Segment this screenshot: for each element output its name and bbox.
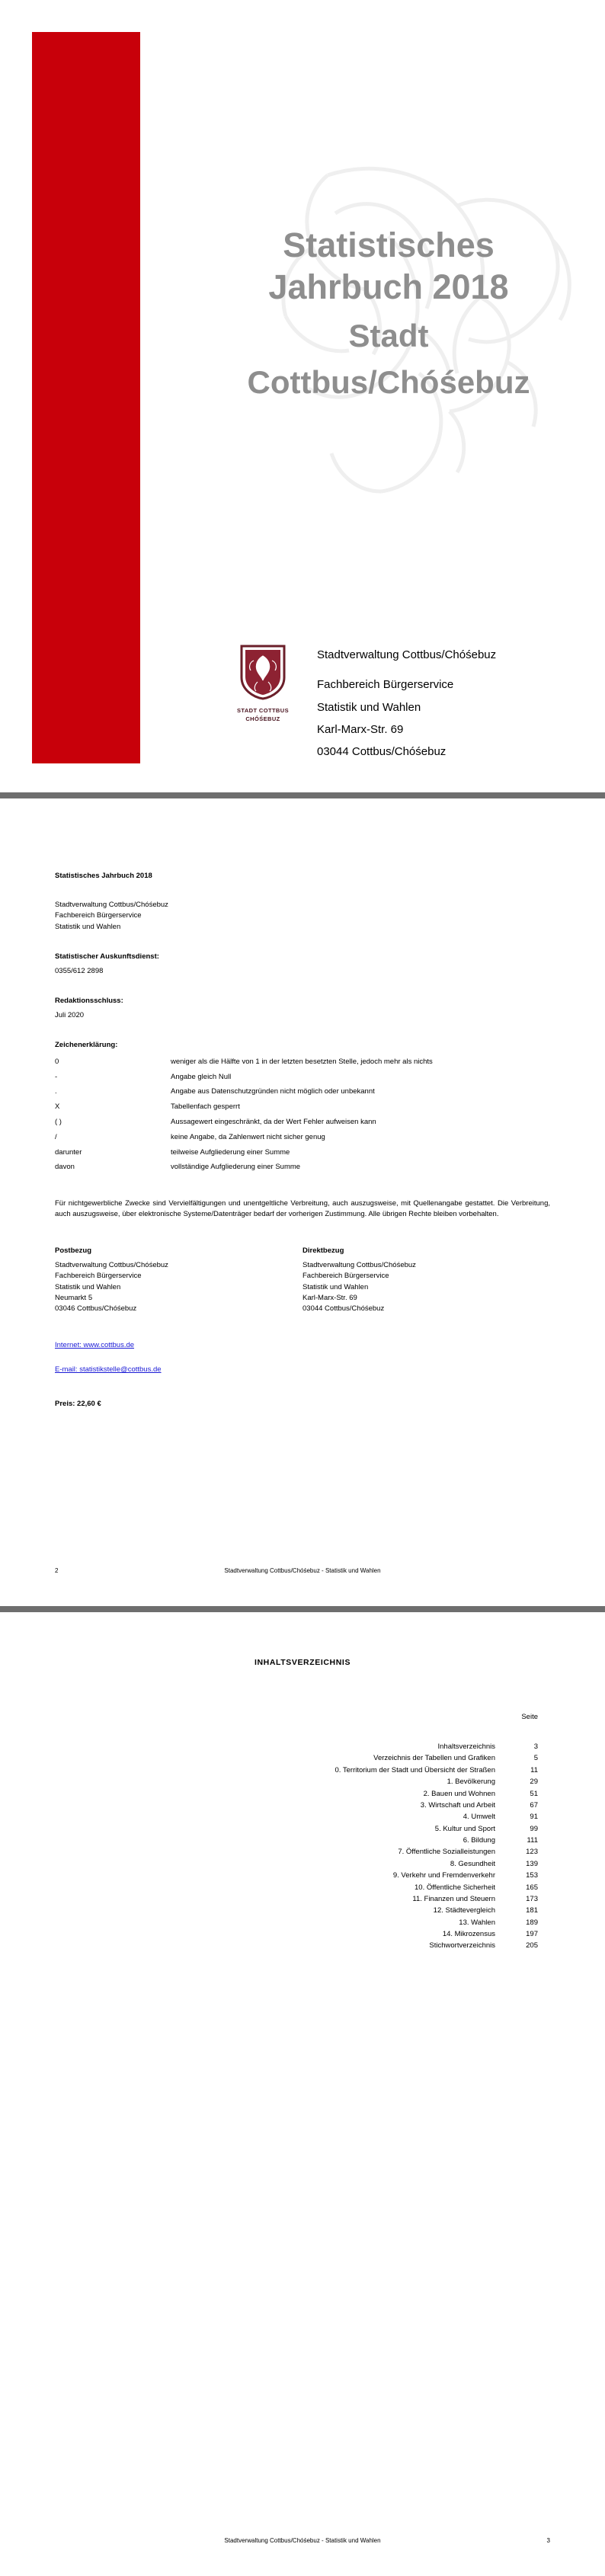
toc-entry-page: 11: [530, 1765, 538, 1774]
address-line-2: Statistik und Wahlen: [317, 700, 421, 714]
legend-block: [55, 1041, 550, 1176]
toc-title: INHALTSVERZEICHNIS: [254, 1658, 351, 1667]
legend-table: [55, 1054, 550, 1176]
toc-entry-page: 173: [526, 1894, 538, 1903]
toc-entry-page: 205: [526, 1941, 538, 1950]
legend-symbol: /: [55, 1132, 57, 1141]
legend-symbol: X: [55, 1102, 60, 1112]
imprint-page: [0, 798, 605, 1606]
toc-entry[interactable]: [55, 1811, 550, 1822]
toc-page-column-header: Seite: [521, 1713, 538, 1721]
cover-red-bar: [32, 32, 140, 763]
direct-line-3: Karl-Marx-Str. 69: [302, 1293, 357, 1302]
footer-page-number: 2: [55, 1567, 59, 1574]
toc-entry-label: 7. Öffentliche Sozialleistungen: [398, 1848, 495, 1857]
cover-title-line-4: Cottbus/Chóśebuz: [247, 364, 530, 401]
direct-line-4: 03044 Cottbus/Chóśebuz: [302, 1304, 385, 1314]
toc-entry-label: 1. Bevölkerung: [447, 1778, 495, 1787]
toc-entry-page: 51: [530, 1789, 538, 1798]
toc-entry[interactable]: [55, 1858, 550, 1870]
imprint-title-block: [55, 872, 550, 880]
toc-entry-label: Inhaltsverzeichnis: [437, 1742, 495, 1751]
toc-entry-page: 67: [530, 1800, 538, 1810]
toc-entry-label: 6. Bildung: [463, 1836, 495, 1845]
cover-footer: [229, 644, 496, 763]
legend-symbol: .: [55, 1087, 57, 1096]
toc-entry-page: 181: [526, 1906, 538, 1915]
toc-entry-label: 0. Territorium der Stadt und Übersicht der Straßen: [335, 1765, 495, 1774]
legend-row: [55, 1130, 550, 1145]
toc-entry[interactable]: [55, 1776, 550, 1787]
shield-icon: [239, 644, 286, 700]
toc-entry-page: 123: [526, 1848, 538, 1857]
toc-entry[interactable]: [55, 1917, 550, 1928]
toc-entry-label: 9. Verkehr und Fremdenverkehr: [392, 1871, 495, 1880]
publisher-line-0: Stadtverwaltung Cottbus/Chóśebuz: [55, 901, 168, 909]
info-service-heading: Statistischer Auskunftsdienst:: [55, 952, 159, 961]
page-separator: [0, 1606, 605, 1612]
toc-entry-page: 165: [526, 1883, 538, 1892]
toc-entry-label: 8. Gesundheit: [450, 1859, 495, 1868]
toc-entry-page: 111: [527, 1836, 538, 1845]
links-block: [55, 1337, 550, 1386]
legend-symbol: ( ): [55, 1118, 62, 1126]
publisher-line-2: Statistik und Wahlen: [55, 922, 121, 931]
toc-entry[interactable]: [55, 1846, 550, 1858]
legend-symbol: davon: [55, 1163, 75, 1172]
toc-entry[interactable]: [55, 1882, 550, 1893]
toc-entry-page: 99: [530, 1824, 538, 1833]
toc-entry-label: Stichwortverzeichnis: [429, 1941, 495, 1950]
direct-heading: Direktbezug: [302, 1246, 344, 1256]
postal-heading: Postbezug: [55, 1246, 92, 1256]
deadline-value: Juli 2020: [55, 1011, 85, 1019]
internet-link[interactable]: Internet: www.cottbus.de: [55, 1341, 135, 1350]
toc-entry-page: 139: [526, 1859, 538, 1868]
legend-row: [55, 1054, 550, 1070]
imprint-title: Statistisches Jahrbuch 2018: [55, 872, 152, 880]
address-line-1: Fachbereich Bürgerservice: [317, 678, 454, 692]
cover-title-line-2: Jahrbuch 2018: [268, 267, 509, 306]
postal-line-0: Stadtverwaltung Cottbus/Chóśebuz: [55, 1261, 168, 1270]
toc-entry[interactable]: [55, 1752, 550, 1764]
page-separator: [0, 792, 605, 798]
toc-entry-label: 4. Umwelt: [463, 1813, 495, 1822]
info-service-value: 0355/612 2898: [55, 966, 104, 975]
cover-address: [317, 644, 496, 763]
toc-entry[interactable]: [55, 1823, 550, 1835]
footer-page-number: 3: [546, 2537, 550, 2544]
legend-text: vollständige Aufgliederung einer Summe: [171, 1163, 301, 1172]
toc-entry[interactable]: [55, 1800, 550, 1811]
toc-entry-page: 153: [526, 1871, 538, 1880]
toc-entry-page: 91: [530, 1813, 538, 1822]
legend-row: [55, 1160, 550, 1176]
legend-row: [55, 1070, 550, 1085]
page-footer: [55, 1567, 550, 1574]
toc-entry[interactable]: [55, 1835, 550, 1846]
coat-caption-line-1: STADT COTTBUS: [237, 707, 289, 714]
toc-page: [0, 1612, 605, 2576]
copyright-note: Für nichtgewerbliche Zwecke sind Vervielfältigungen und unentgeltliche Verbreitung, auch auszugsweise, mit Quellenangabe gestattet. Die Verbreitung, auch auszugsweise, über elektronische Systeme/Datenträger bedarf der vorherigen Zustimmung. Alle übrigen Rechte bleiben vorbehalten.: [55, 1198, 550, 1219]
distribution-block: [55, 1246, 550, 1314]
toc-entry-label: 13. Wahlen: [459, 1918, 495, 1927]
toc-entry-label: Verzeichnis der Tabellen und Grafiken: [373, 1754, 495, 1763]
toc-entry-label: 2. Bauen und Wohnen: [423, 1789, 495, 1798]
toc-entry[interactable]: [55, 1940, 550, 1951]
publisher-line-1: Fachbereich Bürgerservice: [55, 911, 142, 920]
cover-title: [190, 225, 587, 402]
toc-entry[interactable]: [55, 1765, 550, 1776]
toc-list: [55, 1741, 550, 1952]
toc-entry[interactable]: [55, 1741, 550, 1752]
legend-heading: Zeichenerklärung:: [55, 1041, 118, 1050]
toc-entry[interactable]: [55, 1788, 550, 1800]
legend-symbol: -: [55, 1072, 58, 1081]
legend-text: weniger als die Hälfte von 1 in der letzten besetzten Stelle, jedoch mehr als nichts: [171, 1057, 433, 1066]
toc-entry-label: 11. Finanzen und Steuern: [412, 1894, 495, 1903]
postal-line-1: Fachbereich Bürgerservice: [55, 1272, 142, 1281]
deadline-heading: Redaktionsschluss:: [55, 997, 123, 1005]
toc-entry[interactable]: [55, 1893, 550, 1905]
info-service-block: [55, 952, 550, 977]
toc-entry-page: 197: [526, 1930, 538, 1938]
toc-entry-label: 14. Mikrozensus: [442, 1930, 495, 1938]
cover-title-line-3: Stadt: [348, 317, 429, 354]
legend-text: teilweise Aufgliederung einer Summe: [171, 1147, 290, 1157]
footer-center-text: Stadtverwaltung Cottbus/Chóśebuz - Statistik und Wahlen: [224, 1567, 381, 1574]
price-label: Preis: 22,60 €: [55, 1400, 101, 1409]
postal-line-3: Neumarkt 5: [55, 1293, 93, 1302]
toc-entry[interactable]: [55, 1870, 550, 1881]
toc-entry-label: 10. Öffentliche Sicherheit: [415, 1883, 495, 1892]
legend-text: keine Angabe, da Zahlenwert nicht sicher genug: [171, 1132, 325, 1141]
legend-row: [55, 1100, 550, 1115]
toc-entry-label: 3. Wirtschaft und Arbeit: [420, 1800, 495, 1810]
postal-block: [55, 1246, 302, 1314]
page-footer: [55, 2537, 550, 2544]
cover-title-line-1: Statistisches: [283, 226, 495, 264]
coat-of-arms-caption: [229, 707, 297, 724]
toc-entry[interactable]: [55, 1905, 550, 1916]
address-line-3: Karl-Marx-Str. 69: [317, 722, 404, 736]
cover-page: [0, 0, 605, 792]
toc-entry-page: 3: [533, 1742, 538, 1751]
legend-text: Tabellenfach gesperrt: [171, 1102, 240, 1112]
direct-line-2: Statistik und Wahlen: [302, 1282, 369, 1291]
direct-line-0: Stadtverwaltung Cottbus/Chóśebuz: [302, 1261, 416, 1270]
toc-entry[interactable]: [55, 1928, 550, 1940]
legend-text: Angabe aus Datenschutzgründen nicht möglich oder unbekannt: [171, 1087, 375, 1096]
footer-center-text: Stadtverwaltung Cottbus/Chóśebuz - Statistik und Wahlen: [224, 2537, 381, 2544]
legend-text: Aussagewert eingeschränkt, da der Wert Fehler aufweisen kann: [171, 1118, 376, 1126]
address-spacer: [317, 666, 496, 674]
legend-row: [55, 1115, 550, 1131]
deadline-block: [55, 997, 550, 1021]
address-line-4: 03044 Cottbus/Chóśebuz: [317, 745, 447, 758]
toc-entry-label: 5. Kultur und Sport: [434, 1824, 495, 1833]
direct-block: [302, 1246, 550, 1314]
toc-entry-page: 5: [533, 1754, 538, 1763]
address-line-0: Stadtverwaltung Cottbus/Chóśebuz: [317, 648, 497, 661]
legend-text: Angabe gleich Null: [171, 1072, 232, 1081]
publisher-block: [55, 900, 550, 933]
legend-row: [55, 1145, 550, 1160]
postal-line-4: 03046 Cottbus/Chóśebuz: [55, 1304, 137, 1314]
coat-of-arms: [229, 644, 297, 724]
direct-line-1: Fachbereich Bürgerservice: [302, 1272, 389, 1281]
coat-caption-line-2: CHÓŚEBUZ: [245, 715, 280, 722]
email-link[interactable]: E-mail: statistikstelle@cottbus.de: [55, 1365, 162, 1374]
legend-symbol: 0: [55, 1057, 59, 1066]
legend-symbol: darunter: [55, 1147, 82, 1157]
toc-entry-page: 29: [530, 1778, 538, 1787]
toc-entry-page: 189: [526, 1918, 538, 1927]
postal-line-2: Statistik und Wahlen: [55, 1282, 121, 1291]
legend-row: [55, 1085, 550, 1100]
toc-entry-label: 12. Städtevergleich: [433, 1906, 495, 1915]
